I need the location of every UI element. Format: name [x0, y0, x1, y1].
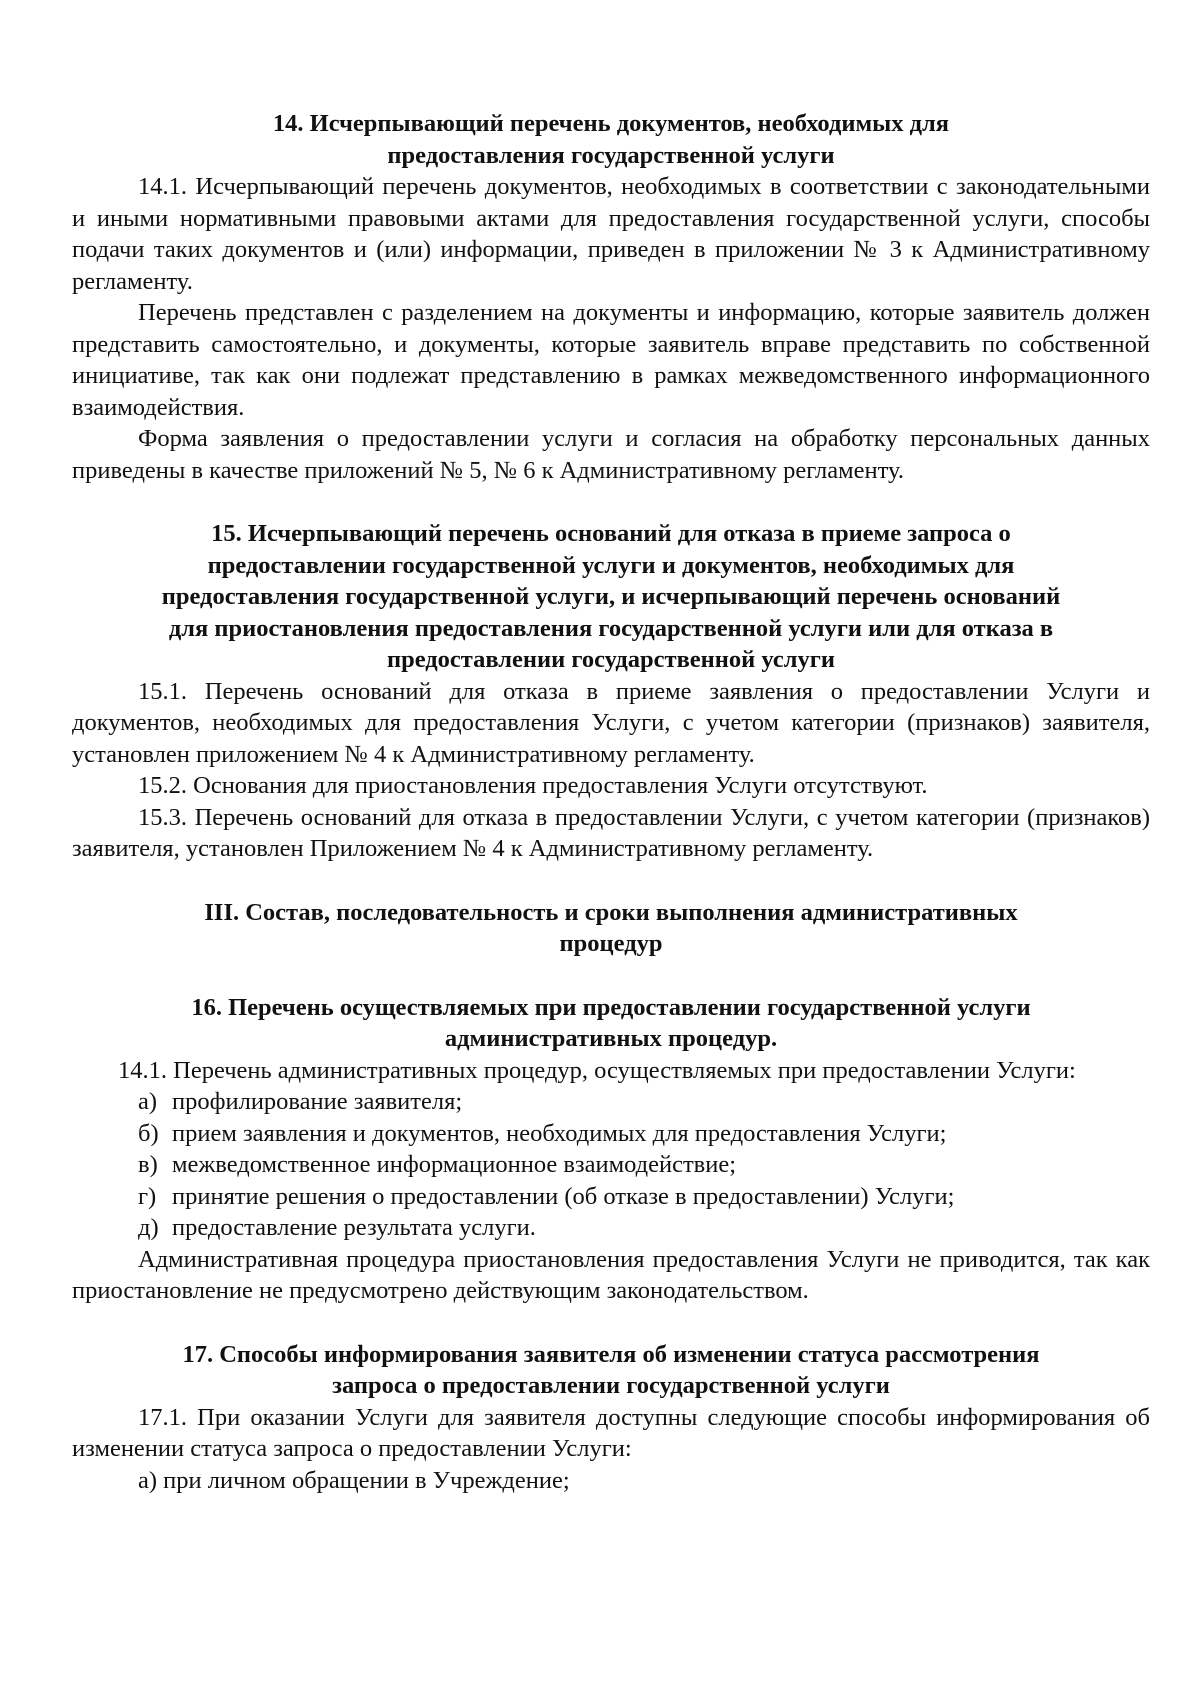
list-item-text: межведомственное информационное взаимодействие;	[172, 1151, 737, 1178]
chapter-3-heading	[72, 897, 1150, 960]
list-item-text: прием заявления и документов, необходимых для предоставления Услуги;	[172, 1119, 947, 1147]
section-14-heading-line1: 14. Исчерпывающий перечень документов, необходимых для	[272, 110, 950, 137]
spacer	[72, 486, 1150, 518]
list-item	[72, 1118, 1150, 1150]
section-17-heading	[72, 1339, 1150, 1402]
list-marker: г)	[138, 1182, 157, 1210]
section-16-heading-line2: административных процедур.	[444, 1025, 778, 1052]
section-16-heading-line1: 16. Перечень осуществляемых при предоставлении государственной услуги	[191, 993, 1031, 1021]
section-15-heading-line1: 15. Исчерпывающий перечень оснований для отказа в приеме запроса о	[211, 520, 1011, 547]
chapter-3-heading-line1: III. Состав, последовательность и сроки выполнения административных	[204, 898, 1018, 926]
section-15-heading-line3: предоставления государственной услуги, и исчерпывающий перечень оснований	[161, 583, 1061, 610]
paragraph-17-1: 17.1. При оказании Услуги для заявителя доступны следующие способы информирования об изменении статуса запроса о предоставлении Услуги:	[72, 1403, 1150, 1462]
list-marker: д)	[138, 1214, 159, 1241]
paragraph-17-item-a: а) при личном обращении в Учреждение;	[138, 1466, 570, 1494]
section-15-heading-line5: предоставлении государственной услуги	[386, 646, 836, 673]
list-item	[72, 1181, 1150, 1213]
paragraph-14-1: 14.1. Исчерпывающий перечень документов, необходимых в соответствии с законодательными и иными нормативными правовыми актами для предоставления государственной услуги, способы подачи таких документов и (или) информации, приведен в приложении № 3 к Административному регламенту.	[72, 173, 1150, 295]
document-page	[72, 108, 1150, 1496]
list-item-text: профилирование заявителя;	[172, 1088, 463, 1115]
list-item	[72, 1212, 1150, 1244]
section-14-heading	[72, 108, 1150, 171]
spacer	[72, 960, 1150, 992]
section-17-heading-line1: 17. Способы информирования заявителя об изменении статуса рассмотрения	[182, 1340, 1040, 1368]
list-item-text: принятие решения о предоставлении (об отказе в предоставлении) Услуги;	[172, 1182, 955, 1210]
list-marker: а)	[138, 1088, 158, 1115]
paragraph-14-forms: Форма заявления о предоставлении услуги и согласия на обработку персональных данных приведены в качестве приложений № 5, № 6 к Административному регламенту.	[72, 425, 1150, 484]
section-15-heading-line2: предоставлении государственной услуги и документов, необходимых для	[207, 551, 1015, 579]
spacer	[72, 865, 1150, 897]
list-marker: в)	[138, 1151, 158, 1178]
paragraph-16-suspension-note: Административная процедура приостановления предоставления Услуги не приводится, так как приостановление не предусмотрено действующим законодательством.	[72, 1245, 1150, 1304]
section-14-heading-line2: предоставления государственной услуги	[387, 141, 835, 169]
section-16-heading	[72, 992, 1150, 1055]
section-15-heading	[72, 518, 1150, 676]
list-item	[72, 1086, 1150, 1118]
section-15-heading-line4: для приостановления предоставления государственной услуги или для отказа в	[168, 614, 1054, 642]
paragraph-16-1: 14.1. Перечень административных процедур, осуществляемых при предоставлении Услуги:	[118, 1056, 1076, 1084]
spacer	[72, 1307, 1150, 1339]
paragraph-15-2: 15.2. Основания для приостановления предоставления Услуги отсутствуют.	[138, 772, 928, 799]
paragraph-14-list-description: Перечень представлен с разделением на документы и информацию, которые заявитель должен представить самостоятельно, и документы, которые заявитель вправе представить по собственной инициативе, так как они подлежат представлению в рамках межведомственного информационного взаимодействия.	[72, 299, 1150, 421]
paragraph-15-3: 15.3. Перечень оснований для отказа в предоставлении Услуги, с учетом категории (признаков) заявителя, установлен Приложением № 4 к Административному регламенту.	[72, 803, 1150, 862]
list-marker: б)	[138, 1119, 159, 1147]
section-17-heading-line2: запроса о предоставлении государственной услуги	[332, 1372, 890, 1399]
paragraph-15-1: 15.1. Перечень оснований для отказа в приеме заявления о предоставлении Услуги и документов, необходимых для предоставления Услуги, с учетом категории (признаков) заявителя, установлен приложением № 4 к Административному регламенту.	[72, 677, 1150, 768]
list-item-text: предоставление результата услуги.	[172, 1214, 536, 1241]
chapter-3-heading-line2: процедур	[559, 930, 663, 957]
procedures-list	[72, 1086, 1150, 1244]
list-item	[72, 1149, 1150, 1181]
